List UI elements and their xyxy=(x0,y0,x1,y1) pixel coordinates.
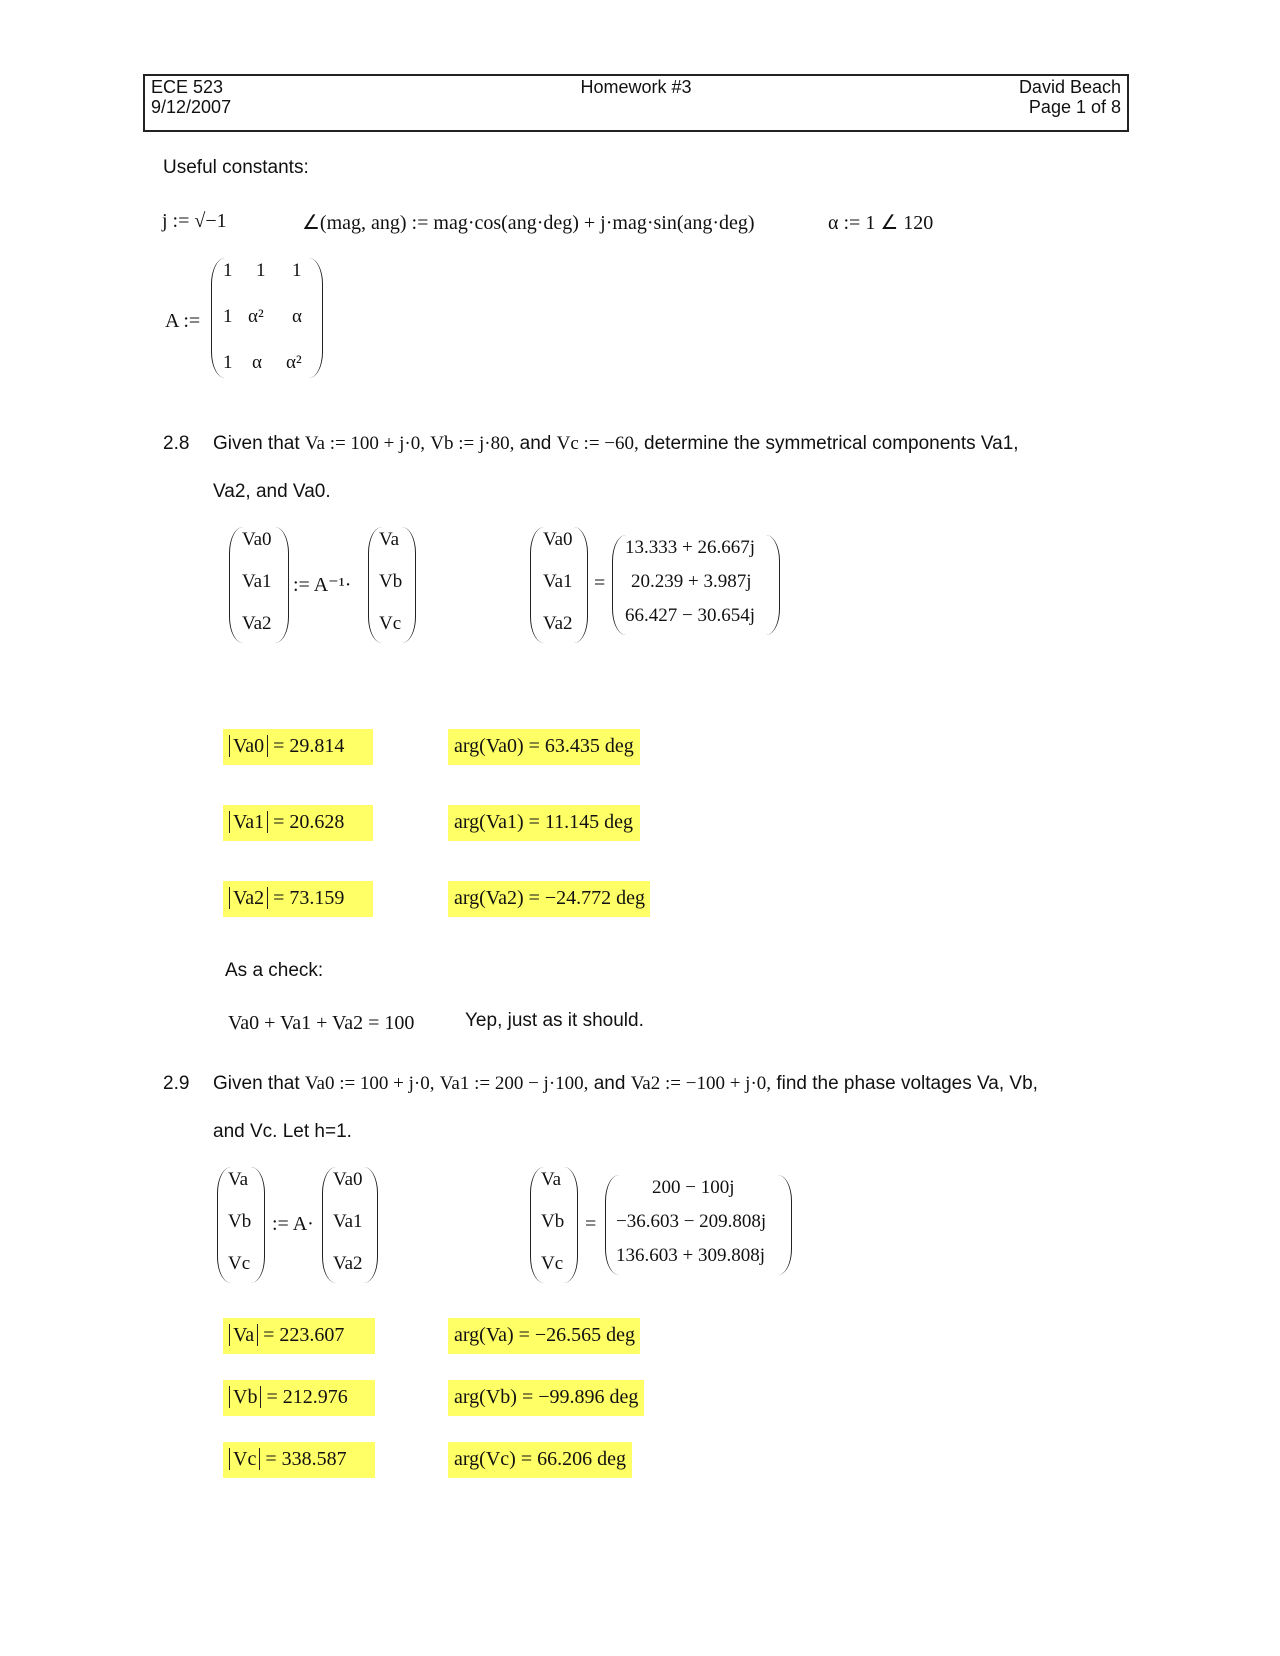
result-value: −36.603 − 209.808j xyxy=(616,1211,767,1232)
result-value: 66.427 − 30.654j xyxy=(625,605,755,626)
angle-result xyxy=(448,1380,644,1416)
statement-text: Given that xyxy=(213,433,300,454)
angle-label: arg(Vc) xyxy=(454,1448,516,1470)
result-values-2-9 xyxy=(605,1175,792,1275)
check-heading: As a check: xyxy=(225,960,324,981)
magnitude-value: = 20.628 xyxy=(273,811,345,833)
statement-math: Va2 := −100 + j·0, xyxy=(630,1073,772,1094)
constants-heading: Useful constants: xyxy=(163,157,309,178)
matrix-A-cell: α xyxy=(292,306,302,327)
angle-function-definition: ∠(mag, ang) := mag·cos(ang·deg) + j·mag·sin(ang·deg) xyxy=(302,212,755,234)
angle-result xyxy=(448,805,640,841)
statement-math: Vc := −60, xyxy=(556,433,639,454)
vector-rhs-2-9 xyxy=(322,1167,378,1283)
result-value: 136.603 + 309.808j xyxy=(616,1245,765,1266)
matrix-A-cell: 1 xyxy=(223,260,233,281)
matrix-A-cell: α² xyxy=(286,352,302,373)
result-vector-2-8 xyxy=(530,527,588,643)
angle-result xyxy=(448,881,650,917)
statement-math: Va0 := 100 + j·0, xyxy=(304,1073,435,1094)
magnitude-result xyxy=(223,1318,375,1354)
vector-entry: Va xyxy=(228,1169,249,1190)
problem-2-8-statement xyxy=(213,433,1019,455)
problem-2-9-statement-line2: and Vc. Let h=1. xyxy=(213,1121,352,1142)
angle-label: arg(Va) xyxy=(454,1324,514,1346)
angle-result xyxy=(448,1318,640,1354)
alpha-definition: α := 1 ∠ 120 xyxy=(828,212,934,234)
course-code: ECE 523 xyxy=(151,77,224,97)
magnitude-label: Va xyxy=(229,1324,258,1346)
magnitude-label: Vb xyxy=(229,1386,261,1408)
statement-math: Vb := j·80, xyxy=(430,433,515,454)
result-value: 20.239 + 3.987j xyxy=(631,571,752,592)
vector-lhs-2-9 xyxy=(217,1167,265,1283)
angle-value: = −24.772 deg xyxy=(528,887,646,909)
statement-text: determine the symmetrical components Va1, xyxy=(644,433,1019,454)
check-equation: Va0 + Va1 + Va2 = 100 xyxy=(228,1012,415,1034)
header-author: David Beach xyxy=(1018,77,1121,97)
magnitude-result xyxy=(223,1380,375,1416)
problem-2-9-statement xyxy=(213,1073,1038,1095)
magnitude-label: Va1 xyxy=(229,811,268,833)
statement-text: and xyxy=(519,433,552,454)
operator-2-8: := A⁻¹· xyxy=(293,574,352,596)
vector-lhs-2-8 xyxy=(229,527,289,643)
matrix-A-cell: 1 xyxy=(223,306,233,327)
angle-value: = −26.565 deg xyxy=(518,1324,636,1346)
vector-entry: Va0 xyxy=(333,1169,363,1190)
vector-entry: Va xyxy=(379,529,400,550)
vector-entry: Vc xyxy=(228,1253,251,1274)
magnitude-result xyxy=(223,729,373,765)
matrix-A-cell: α² xyxy=(248,306,264,327)
statement-math: Va := 100 + j·0, xyxy=(304,433,426,454)
vector-entry: Vb xyxy=(379,571,403,592)
vector-entry: Va xyxy=(541,1169,562,1190)
angle-value: = 11.145 deg xyxy=(528,811,634,833)
magnitude-result xyxy=(223,1442,375,1478)
magnitude-result xyxy=(223,881,373,917)
vector-entry: Va1 xyxy=(333,1211,363,1232)
operator-2-9: := A· xyxy=(272,1213,314,1235)
magnitude-value: = 212.976 xyxy=(266,1386,348,1408)
statement-text: Given that xyxy=(213,1073,300,1094)
statement-text: and xyxy=(593,1073,626,1094)
magnitude-value: = 29.814 xyxy=(273,735,345,757)
vector-entry: Vb xyxy=(228,1211,252,1232)
vector-entry: Vc xyxy=(541,1253,564,1274)
page-number: Page 1 of 8 xyxy=(1028,97,1121,117)
magnitude-value: = 73.159 xyxy=(273,887,345,909)
angle-label: arg(Va0) xyxy=(454,735,524,757)
vector-entry: Va1 xyxy=(242,571,272,592)
matrix-A-cell: 1 xyxy=(292,260,302,281)
magnitude-value: = 223.607 xyxy=(263,1324,345,1346)
result-value: 13.333 + 26.667j xyxy=(625,537,755,558)
equals-sign: = xyxy=(585,1213,597,1235)
header-right xyxy=(1019,77,1121,117)
matrix-A xyxy=(211,258,323,378)
statement-math: Va1 := 200 − j·100, xyxy=(439,1073,589,1094)
matrix-A-cell: 1 xyxy=(223,352,233,373)
vector-entry: Vb xyxy=(541,1211,565,1232)
angle-value: = 63.435 deg xyxy=(528,735,634,757)
result-value: 200 − 100j xyxy=(652,1177,735,1198)
magnitude-value: = 338.587 xyxy=(265,1448,347,1470)
header-date: 9/12/2007 xyxy=(151,97,232,117)
problem-2-8-statement-line2: Va2, and Va0. xyxy=(213,481,331,502)
vector-entry: Vc xyxy=(379,613,402,634)
check-note: Yep, just as it should. xyxy=(465,1010,644,1031)
angle-result xyxy=(448,1442,632,1478)
matrix-A-label: A := xyxy=(165,310,201,332)
vector-entry: Va0 xyxy=(242,529,272,550)
matrix-A-cell: 1 xyxy=(256,260,266,281)
angle-value: = 66.206 deg xyxy=(520,1448,626,1470)
magnitude-label: Va0 xyxy=(229,735,268,757)
problem-2-8-number: 2.8 xyxy=(163,433,190,454)
result-values-2-8 xyxy=(612,535,780,635)
problem-2-9-number: 2.9 xyxy=(163,1073,190,1094)
vector-entry: Va2 xyxy=(333,1253,363,1274)
j-definition: j := √−1 xyxy=(162,210,227,232)
result-vector-2-9 xyxy=(530,1167,578,1283)
angle-label: arg(Va1) xyxy=(454,811,524,833)
angle-label: arg(Vb) xyxy=(454,1386,517,1408)
matrix-A-cell: α xyxy=(252,352,262,373)
vector-entry: Va0 xyxy=(543,529,573,550)
vector-rhs-2-8 xyxy=(368,527,416,643)
magnitude-result xyxy=(223,805,373,841)
angle-result xyxy=(448,729,640,765)
magnitude-label: Va2 xyxy=(229,887,268,909)
header-title: Homework #3 xyxy=(580,77,692,97)
vector-entry: Va2 xyxy=(242,613,272,634)
page-header xyxy=(143,74,1129,132)
vector-entry: Va1 xyxy=(543,571,573,592)
vector-entry: Va2 xyxy=(543,613,573,634)
statement-text: find the phase voltages Va, Vb, xyxy=(776,1073,1038,1094)
magnitude-label: Vc xyxy=(229,1448,260,1470)
equals-sign: = xyxy=(594,572,606,594)
angle-value: = −99.896 deg xyxy=(521,1386,639,1408)
angle-label: arg(Va2) xyxy=(454,887,524,909)
